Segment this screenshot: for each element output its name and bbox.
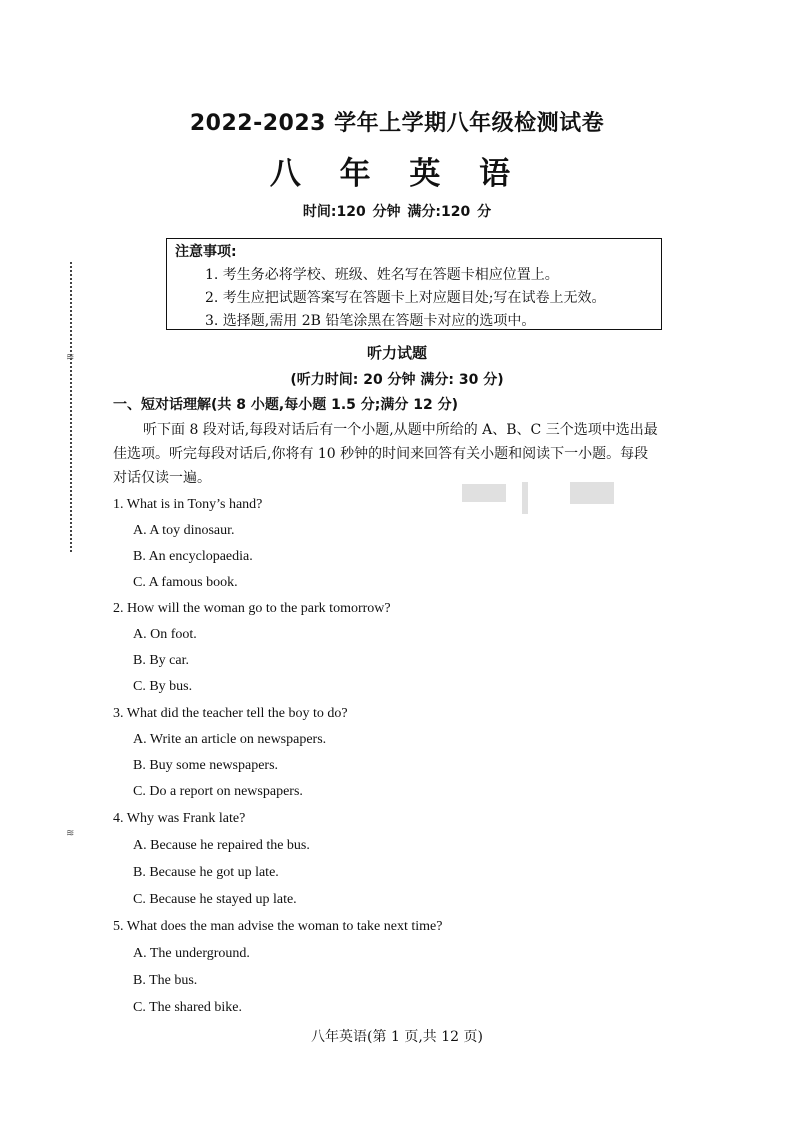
subject-title: 八 年 英 语 xyxy=(269,156,525,192)
question-option: C. The shared bike. xyxy=(133,1000,242,1015)
notice-item: 3. 选择题,需用 2B 铅笔涂黑在答题卡对应的选项中。 xyxy=(205,313,536,329)
page-footer: 八年英语(第 1 页,共 12 页) xyxy=(311,1029,483,1045)
listening-subtitle: (听力时间: 20 分钟 满分: 30 分) xyxy=(290,372,504,388)
question-option: C. By bus. xyxy=(133,679,193,694)
notice-heading: 注意事项: xyxy=(175,244,237,260)
part-title: 一、短对话理解(共 8 小题,每小题 1.5 分;满分 12 分) xyxy=(113,397,458,413)
question-option: B. Because he got up late. xyxy=(133,865,279,880)
instruction-line: 佳选项。听完每段对话后,你将有 10 秒钟的时间来回答有关小题和阅读下一小题。每段 xyxy=(113,446,649,462)
question-option: B. By car. xyxy=(133,653,189,668)
question-stem: 5. What does the man advise the woman to take next time? xyxy=(113,919,443,934)
question-option: C. Because he stayed up late. xyxy=(133,892,297,907)
exam-title: 2022-2023 学年上学期八年级检测试卷 xyxy=(189,111,605,136)
question-option: C. A famous book. xyxy=(133,575,238,590)
question-stem: 4. Why was Frank late? xyxy=(113,811,246,826)
question-option: C. Do a report on newspapers. xyxy=(133,784,303,799)
question-stem: 2. How will the woman go to the park tomorrow? xyxy=(113,601,391,616)
question-option: A. Because he repaired the bus. xyxy=(133,838,310,853)
question-option: B. An encyclopaedia. xyxy=(133,549,253,564)
binding-margin-dotted-line xyxy=(70,262,72,552)
question-option: A. A toy dinosaur. xyxy=(133,523,235,538)
question-option: A. On foot. xyxy=(133,627,197,642)
time-score-line: 时间:120 分钟 满分:120 分 xyxy=(302,204,492,220)
notice-box xyxy=(166,238,662,330)
question-option: A. The underground. xyxy=(133,946,250,961)
margin-mark: ≋ xyxy=(66,828,75,839)
question-option: B. The bus. xyxy=(133,973,198,988)
question-stem: 1. What is in Tony’s hand? xyxy=(113,497,263,512)
margin-mark: ≋ xyxy=(66,352,75,363)
question-option: A. Write an article on newspapers. xyxy=(133,732,327,747)
listening-title: 听力试题 xyxy=(366,344,427,362)
notice-item: 1. 考生务必将学校、班级、姓名写在答题卡相应位置上。 xyxy=(205,267,559,283)
notice-item: 2. 考生应把试题答案写在答题卡上对应题目处;写在试卷上无效。 xyxy=(205,290,606,306)
question-stem: 3. What did the teacher tell the boy to do? xyxy=(113,706,348,721)
instruction-line: 对话仅读一遍。 xyxy=(113,470,211,486)
instructions xyxy=(113,418,715,490)
instruction-line: 听下面 8 段对话,每段对话后有一个小题,从题中所给的 A、B、C 三个选项中选出最 xyxy=(143,422,658,438)
question-option: B. Buy some newspapers. xyxy=(133,758,279,773)
